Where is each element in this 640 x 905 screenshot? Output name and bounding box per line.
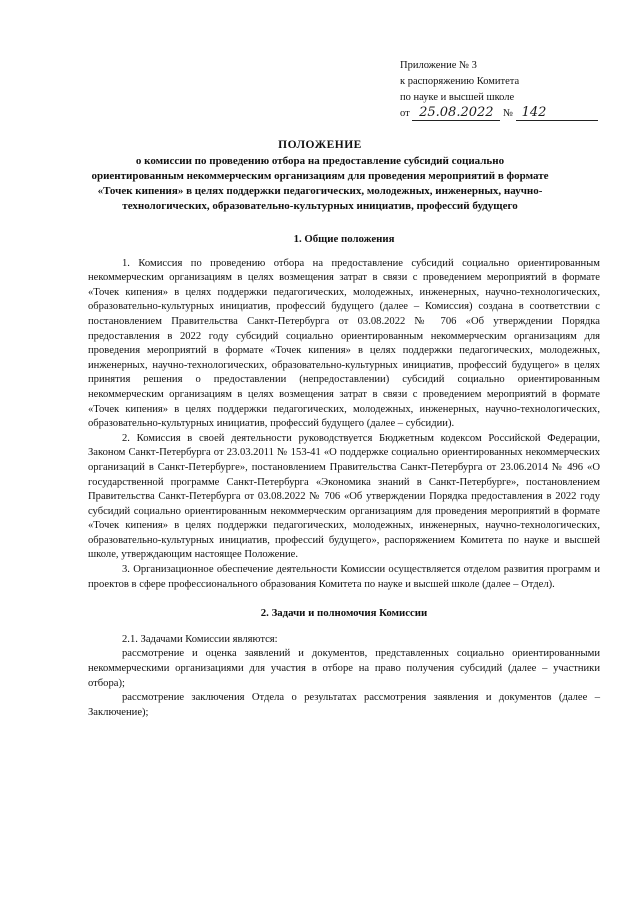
appendix-number: Приложение № 3 (400, 60, 477, 71)
appendix-order-ref: к распоряжению Комитета (400, 76, 520, 87)
appendix-committee: по науке и высшей школе (400, 92, 515, 103)
appendix-date-row (400, 106, 600, 122)
handwritten-date: 25.08.2022 (412, 106, 500, 121)
handwritten-number: 142 (516, 106, 598, 121)
title-heading: ПОЛОЖЕНИЕ (278, 139, 362, 151)
document-title (90, 138, 550, 214)
section-1-paragraph-2: 2. Комиссия в своей деятельности руководствуется Бюджетным кодексом Российской Федерации, Законом Санкт-Петербурга от 23.03.2011 № 153-41 «О поддержке социально ориентированных некоммерческих организаций в Санкт-Петербурге», постановлением Правительства Санкт-Петербурга от 23.06.2014 № 496 «О государственной программе Санкт-Петербурга «Экономика знаний в Санкт-Петербурге», постановлением Правительства Санкт-Петербурга от 03.08.2022 № 706 «Об утверждении Порядка предоставления в 2022 году субсидий социально ориентированным некоммерческим организациям для проведения мероприятий в формате «Точек кипения» в целях поддержки педагогических, молодежных, инженерных, научно-технологических, образовательно-культурных инициатив, профессий будущего», распоряжением Комитета по науке и высшей школе, утверждающим настоящее Положение. (88, 432, 600, 561)
section-2-paragraph-3: рассмотрение заключения Отдела о результатах рассмотрения заявления и документов (далее – Заключение); (88, 692, 600, 718)
appendix-block (400, 58, 600, 122)
section-1-paragraph-3: 3. Организационное обеспечение деятельности Комиссии осуществляется отделом развития программ и проектов в сфере профессионального образования Комитета по науке и высшей школе (далее – Отдел). (88, 564, 600, 590)
section-1-paragraph-1: 1. Комиссия по проведению отбора на предоставление субсидий социально ориентированным некоммерческим организациям в целях возмещения затрат в связи с проведением мероприятий в формате «Точек кипения» в целях поддержки педагогических, молодежных, инженерных, научно-технологических, образовательно-культурных инициатив, профессий будущего (далее – Комиссия) создана в соответствии с постановлением Правительства Санкт-Петербурга от 03.08.2022 № 706 «Об утверждении Порядка предоставления в 2022 году субсидий социально ориентированным некоммерческим организациям для проведения мероприятий в формате «Точек кипения» в целях поддержки педагогических, молодежных, инженерных, научно-технологических, образовательно-культурных инициатив, профессий будущего» в целях принятия решения о предоставлении (непредоставлении) субсидий социально ориентированным некоммерческим организациям в целях возмещения затрат в связи с проведением мероприятий в формате «Точек кипения» в целях поддержки педагогических, молодежных, инженерных, научно-технологических, образовательно-культурных инициатив, профессий будущего (далее – субсидии). (88, 257, 600, 430)
section-1-heading: 1. Общие положения (293, 233, 395, 245)
section-2-paragraph-2: рассмотрение и оценка заявлений и документов, представленных социально ориентированными некоммерческими организациями для участия в отборе на право получения субсидий (далее – участники отбора); (88, 648, 600, 689)
date-prefix: от (400, 108, 410, 119)
title-subtitle: о комиссии по проведению отбора на предоставление субсидий социально ориентированным некоммерческим организациям для проведения мероприятий в формате «Точек кипения» в целях поддержки педагогических, молодежных, инженерных, научно-технологических, образовательно-культурных инициатив, профессий будущего (91, 155, 549, 212)
section-2-paragraph-1: 2.1. Задачами Комиссии являются: (122, 633, 278, 645)
document-body (88, 232, 600, 720)
section-2-heading: 2. Задачи и полномочия Комиссии (260, 607, 428, 620)
number-prefix: № (502, 108, 513, 119)
